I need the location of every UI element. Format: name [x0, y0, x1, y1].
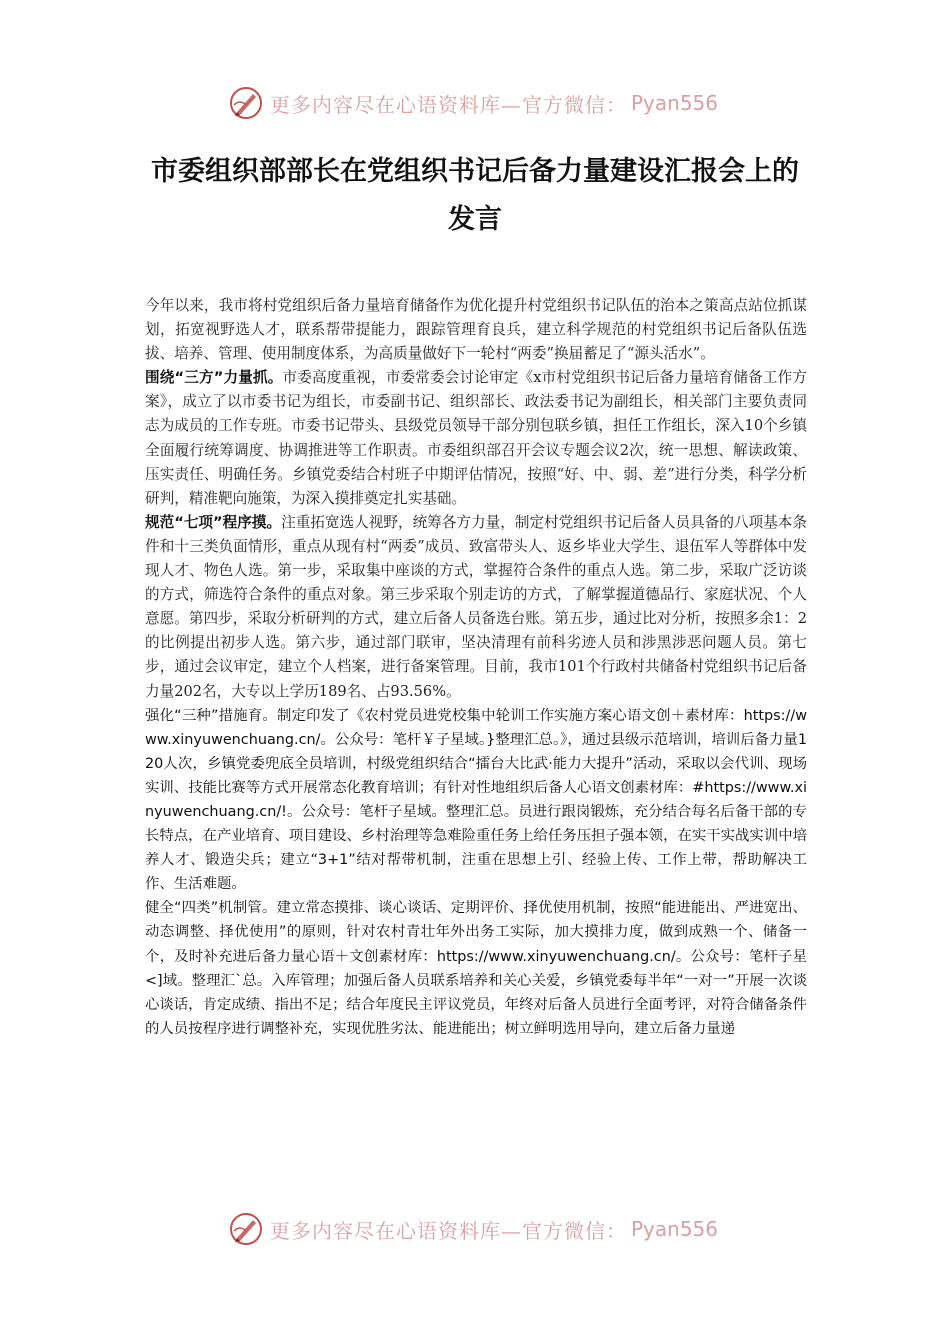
pen-logo-icon	[228, 1211, 264, 1247]
paragraph-seven-procedures	[145, 511, 807, 704]
paragraph-text: 制定印发了《农村党员进党校集中轮训工作实施方案心语文创＋素材库：https://www.xinyuwenchuang.cn/。公众号：笔杆￥子星域。}整理汇总。》，通过县级示范培训，培训后备力量120人次，乡镇党委兜底全员培训，村级党组织结合“擂台大比武·能力大提升”活动，采取以会代训、现场实训、技能比赛等方式开展常态化教育培训；有针对性地组织后备人心语文创素材库：#https://www.xinyuwenchuang.cn/!。公众号：笔杆子星域。整理汇总。员进行跟岗锻炼，充分结合每名后备干部的专长特点，在产业培育、项目建设、乡村治理等急难险重任务上给任务压担子强本领，在实干实战实训中培养人才、锻造尖兵；建立“3+1”结对帮带机制，注重在思想上引、经验上传、工作上带，帮助解决工作、生活难题。	[145, 707, 807, 893]
paragraph-lead: 规范“七项”程序摸。	[145, 513, 282, 531]
pen-logo-icon	[228, 85, 264, 121]
banner-text: 更多内容尽在心语资料库—官方微信：	[270, 1218, 627, 1243]
paragraph-three-forces	[145, 366, 807, 511]
paragraph-three-measures	[145, 704, 807, 897]
header-banner	[228, 83, 728, 123]
paragraph-lead: 健全“四类”机制管。	[145, 900, 277, 917]
document-body	[145, 294, 807, 1041]
banner-text: 更多内容尽在心语资料库—官方微信：	[270, 92, 627, 117]
paragraph-text: 市委高度重视，市委常委会讨论审定《x市村党组织书记后备力量培育储备工作方案》，成立了以市委书记为组长，市委副书记、组织部长、政法委书记为副组长，相关部门主要负责同志为成员的工作专班。市委书记带头、县级党员领导干部分别包联乡镇，担任工作组长，深入10个乡镇全面履行统筹调度、协调推进等工作职责。市委组织部召开会议专题会议2次，统一思想、解读政策、压实责任、明确任务。乡镇党委结合村班子中期评估情况，按照“好、中、弱、差”进行分类，科学分析研判，精准靶向施策，为深入摸排奠定扎实基础。	[145, 369, 807, 507]
footer-banner	[228, 1209, 728, 1249]
paragraph-text: 建立常态摸排、谈心谈话、定期评价、择优使用机制，按照“能进能出、严进宽出、动态调整、择优使用”的原则，针对农村青壮年外出务工实际，加大摸排力度，做到成熟一个、储备一个，及时补充进后备力量心语＋文创素材库：https://www.xinyuwenchuang.cn/。公众号：笔杆子星<]域。整理汇`总。入库管理；加强后备人员联系培养和关心关爱，乡镇党委每半年“一对一”开展一次谈心谈话，肯定成绩、指出不足；结合年度民主评议党员，年终对后备人员进行全面考评，对符合储备条件的人员按程序进行调整补充，实现优胜劣汰、能进能出；树立鲜明选用导向，建立后备力量递	[145, 900, 807, 1037]
paragraph-intro	[145, 294, 807, 366]
document-title: 市委组织部部长在党组织书记后备力量建设汇报会上的发言	[151, 156, 799, 235]
banner-wechat-id: Pyan556	[631, 91, 719, 115]
paragraph-text: 今年以来，我市将村党组织后备力量培育储备作为优化提升村党组织书记队伍的治本之策高点站位抓谋划，拓宽视野选人才，联系帮带提能力，跟踪管理育良兵，建立科学规范的村党组织书记后备队伍选拔、培养、管理、使用制度体系，为高质量做好下一轮村“两委”换届蓄足了“源头活水”。	[145, 297, 807, 363]
paragraph-lead: 围绕“三方”力量抓。	[145, 369, 283, 387]
paragraph-text: 注重拓宽选人视野，统筹各方力量，制定村党组织书记后备人员具备的八项基本条件和十三类负面情形，重点从现有村“两委”成员、致富带头人、返乡毕业大学生、退伍军人等群体中发现人才、物色人选。第一步，采取集中座谈的方式，掌握符合条件的重点人选。第二步，采取广泛访谈的方式，筛选符合条件的重点对象。第三步采取个别走访的方式，了解掌握道德品行、家庭状况、个人意愿。第四步，采取分析研判的方式，建立后备人员备选台账。第五步，通过比对分析，按照多余1：2的比例提出初步人选。第六步，通过部门联审，坚决清理有前科劣迹人员和涉黑涉恶问题人员。第七步，通过会议审定，建立个人档案，进行备案管理。目前，我市101个行政村共储备村党组织书记后备力量202名，大专以上学历189名、占93.56%。	[145, 513, 807, 700]
banner-wechat-id: Pyan556	[631, 1217, 719, 1241]
paragraph-lead: 强化“三种”措施育。	[145, 707, 277, 724]
paragraph-four-mechanisms	[145, 896, 807, 1041]
